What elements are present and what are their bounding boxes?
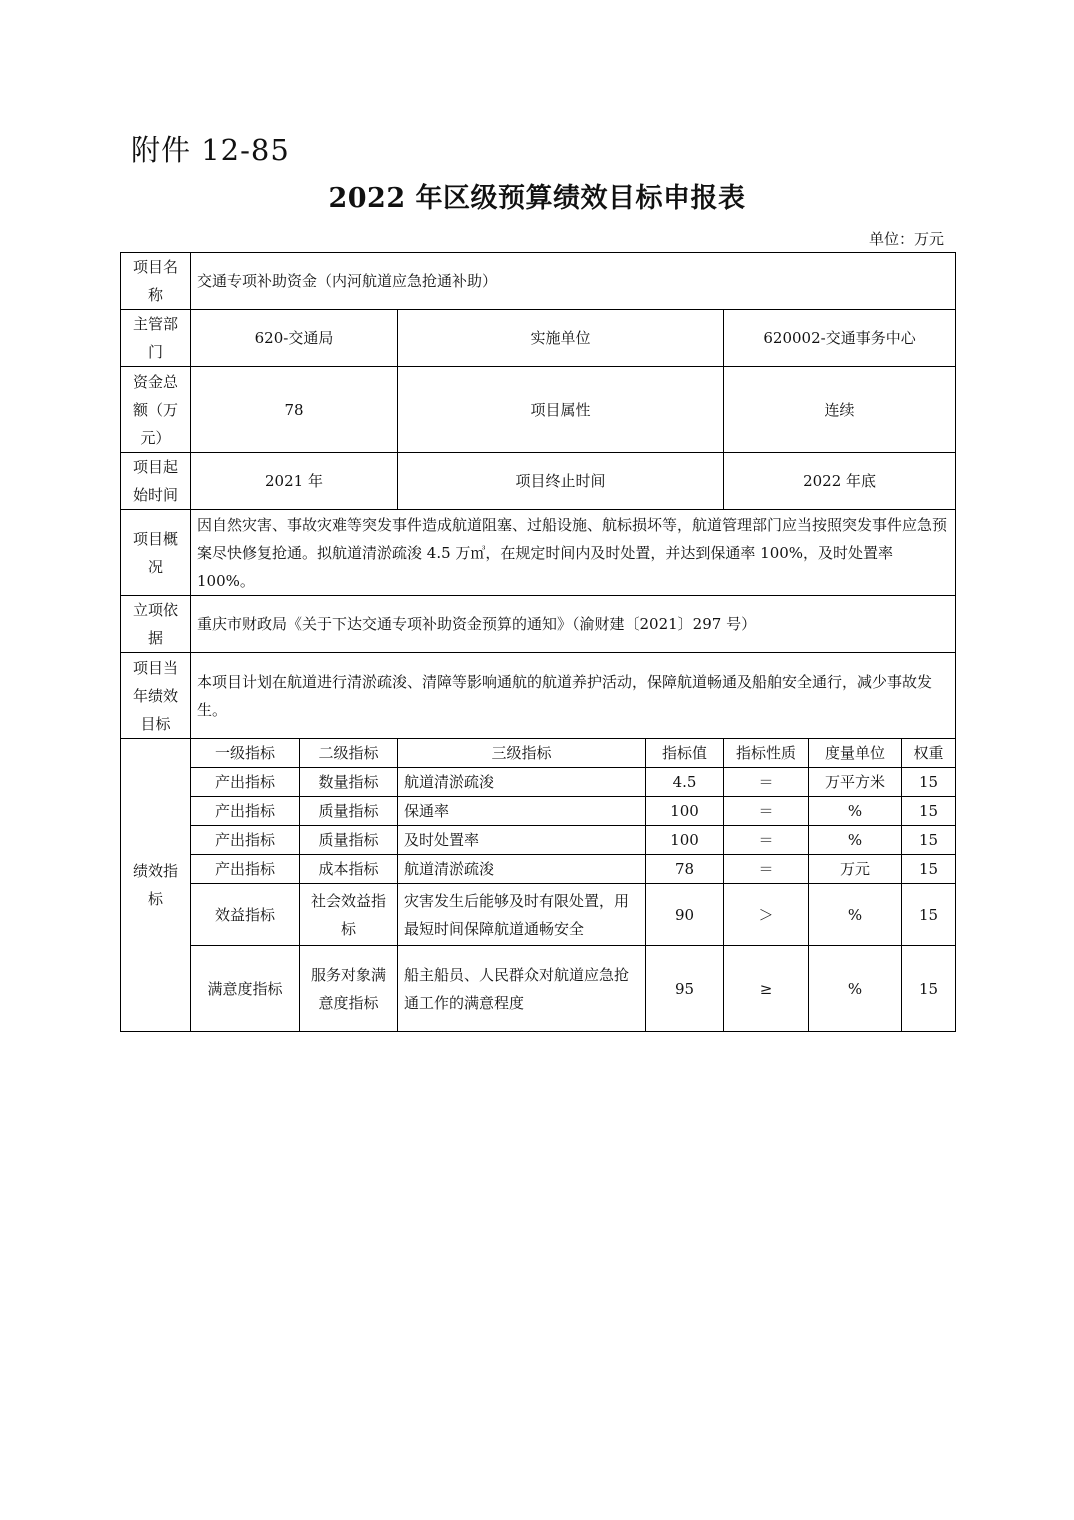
end-time-value: 2022 年底 [724, 453, 956, 510]
header-level1: 一级指标 [191, 739, 300, 768]
nature-cell: ＝ [724, 826, 809, 855]
fund-total-value: 78 [191, 367, 398, 453]
start-time-value: 2021 年 [191, 453, 398, 510]
nature-cell: ＝ [724, 768, 809, 797]
level2-cell: 质量指标 [300, 826, 398, 855]
indicators-label: 绩效指标 [121, 739, 191, 1032]
level1-cell: 产出指标 [191, 768, 300, 797]
budget-target-table [120, 252, 956, 1032]
unit-cell: 万平方米 [809, 768, 902, 797]
table-row [121, 797, 956, 826]
start-time-label: 项目起始时间 [121, 453, 191, 510]
level1-cell: 产出指标 [191, 797, 300, 826]
header-level3: 三级指标 [398, 739, 646, 768]
level3-cell: 灾害发生后能够及时有限处置，用最短时间保障航道通畅安全 [398, 884, 646, 946]
level3-cell: 航道清淤疏浚 [398, 855, 646, 884]
value-cell: 100 [646, 826, 724, 855]
value-cell: 100 [646, 797, 724, 826]
nature-cell: ＝ [724, 797, 809, 826]
nature-cell: ≥ [724, 946, 809, 1032]
unit-cell: 万元 [809, 855, 902, 884]
weight-cell: 15 [902, 826, 956, 855]
header-unit: 度量单位 [809, 739, 902, 768]
level2-cell: 数量指标 [300, 768, 398, 797]
attribute-label: 项目属性 [398, 367, 724, 453]
weight-cell: 15 [902, 855, 956, 884]
unit-cell: % [809, 826, 902, 855]
basis-value: 重庆市财政局《关于下达交通专项补助资金预算的通知》（渝财建〔2021〕297 号） [191, 596, 956, 653]
nature-cell: ＝ [724, 855, 809, 884]
table-row [121, 826, 956, 855]
level1-cell: 效益指标 [191, 884, 300, 946]
level1-cell: 产出指标 [191, 826, 300, 855]
nature-cell: ＞ [724, 884, 809, 946]
goal-value: 本项目计划在航道进行清淤疏浚、清障等影响通航的航道养护活动，保障航道畅通及船舶安全通行，减少事故发生。 [191, 653, 956, 739]
basis-label: 立项依据 [121, 596, 191, 653]
level3-cell: 航道清淤疏浚 [398, 768, 646, 797]
end-time-label: 项目终止时间 [398, 453, 724, 510]
unit-label: 单位：万元 [868, 230, 944, 248]
table-row [121, 768, 956, 797]
attribute-value: 连续 [724, 367, 956, 453]
weight-cell: 15 [902, 768, 956, 797]
value-cell: 78 [646, 855, 724, 884]
header-value: 指标值 [646, 739, 724, 768]
unit-cell: % [809, 946, 902, 1032]
level2-cell: 服务对象满意度指标 [300, 946, 398, 1032]
weight-cell: 15 [902, 946, 956, 1032]
goal-label: 项目当年绩效目标 [121, 653, 191, 739]
level3-cell: 船主船员、人民群众对航道应急抢通工作的满意程度 [398, 946, 646, 1032]
implementer-value: 620002-交通事务中心 [724, 310, 956, 367]
weight-cell: 15 [902, 884, 956, 946]
implementer-label: 实施单位 [398, 310, 724, 367]
overview-label: 项目概况 [121, 510, 191, 596]
table-row [121, 855, 956, 884]
value-cell: 95 [646, 946, 724, 1032]
header-nature: 指标性质 [724, 739, 809, 768]
level2-cell: 社会效益指标 [300, 884, 398, 946]
department-label: 主管部门 [121, 310, 191, 367]
header-weight: 权重 [902, 739, 956, 768]
fund-total-label: 资金总额（万元） [121, 367, 191, 453]
level1-cell: 产出指标 [191, 855, 300, 884]
value-cell: 4.5 [646, 768, 724, 797]
value-cell: 90 [646, 884, 724, 946]
level3-cell: 保通率 [398, 797, 646, 826]
weight-cell: 15 [902, 797, 956, 826]
department-value: 620-交通局 [191, 310, 398, 367]
overview-value: 因自然灾害、事故灾难等突发事件造成航道阻塞、过船设施、航标损坏等，航道管理部门应当按照突发事件应急预案尽快修复抢通。拟航道清淤疏浚 4.5 万㎥，在规定时间内及时处置，并达到保通率 100%，及时处置率 100%。 [191, 510, 956, 596]
project-name-value: 交通专项补助资金（内河航道应急抢通补助） [191, 253, 956, 310]
attachment-number: 附件 12-85 [131, 133, 290, 167]
level3-cell: 及时处置率 [398, 826, 646, 855]
table-row [121, 884, 956, 946]
level1-cell: 满意度指标 [191, 946, 300, 1032]
page-title: 2022 年区级预算绩效目标申报表 [328, 183, 746, 214]
header-level2: 二级指标 [300, 739, 398, 768]
unit-cell: % [809, 884, 902, 946]
unit-cell: % [809, 797, 902, 826]
project-name-label: 项目名称 [121, 253, 191, 310]
level2-cell: 成本指标 [300, 855, 398, 884]
table-row [121, 946, 956, 1032]
level2-cell: 质量指标 [300, 797, 398, 826]
